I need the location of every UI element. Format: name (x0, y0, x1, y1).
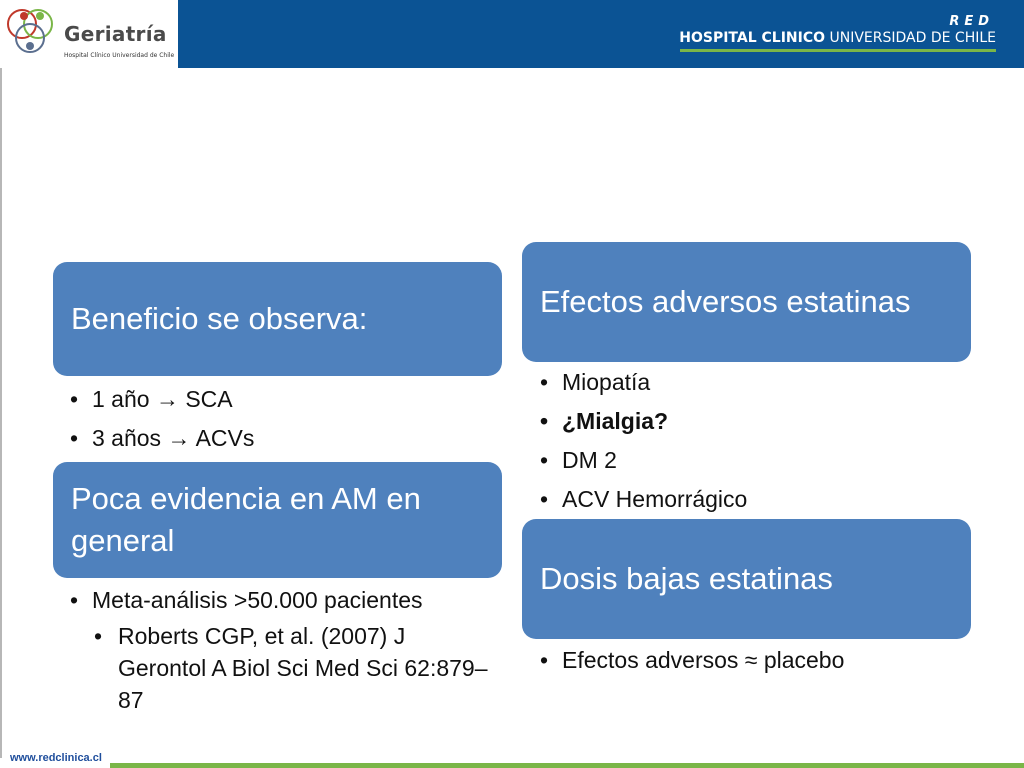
low-dose-list (538, 641, 958, 680)
list-item: • ACV Hemorrágico (538, 480, 958, 519)
list-item: • Efectos adversos ≈ placebo (538, 641, 958, 680)
evidence-list (68, 581, 498, 716)
list-item: • ¿Mialgia? (538, 402, 958, 441)
header-accent-rule (680, 49, 996, 52)
hospital-name (679, 30, 996, 46)
citation-item: • Roberts CGP, et al. (2007) J Gerontol A Biol Sci Med Sci 62:879–87 (92, 620, 498, 716)
adverse-effects-panel-title: Efectos adversos estatinas (540, 284, 911, 319)
footer-accent-rule (110, 763, 1024, 768)
list-item-text: Meta-análisis >50.000 pacientes (92, 587, 423, 613)
benefit-list (68, 380, 488, 458)
adverse-effects-list (538, 363, 958, 519)
geriatria-logo[interactable] (0, 0, 178, 68)
evidence-panel-title: Poca evidencia en AM en general (71, 481, 421, 558)
list-item: • 1 año → SCA (68, 380, 488, 419)
logo-title: Geriatría (64, 22, 167, 46)
list-item: • Miopatía (538, 363, 958, 402)
geriatria-logo-icon (2, 2, 62, 62)
list-item (68, 581, 498, 716)
adverse-effects-panel (522, 242, 971, 362)
low-dose-panel-title: Dosis bajas estatinas (540, 561, 833, 596)
hospital-name-bold: HOSPITAL CLINICO (679, 30, 826, 46)
left-divider (0, 68, 2, 758)
header-bar (0, 0, 1024, 68)
low-dose-panel (522, 519, 971, 639)
benefit-panel-title: Beneficio se observa: (71, 301, 368, 336)
evidence-panel (53, 462, 502, 578)
benefit-panel (53, 262, 502, 376)
list-item: • DM 2 (538, 441, 958, 480)
red-wordmark: RED (949, 14, 994, 29)
footer-url-link[interactable]: www.redclinica.cl (10, 752, 102, 764)
list-item: • 3 años → ACVs (68, 419, 488, 458)
hospital-name-rest: UNIVERSIDAD DE CHILE (829, 30, 996, 46)
evidence-sublist (92, 620, 498, 716)
logo-subtitle: Hospital Clínico Universidad de Chile (64, 52, 175, 59)
